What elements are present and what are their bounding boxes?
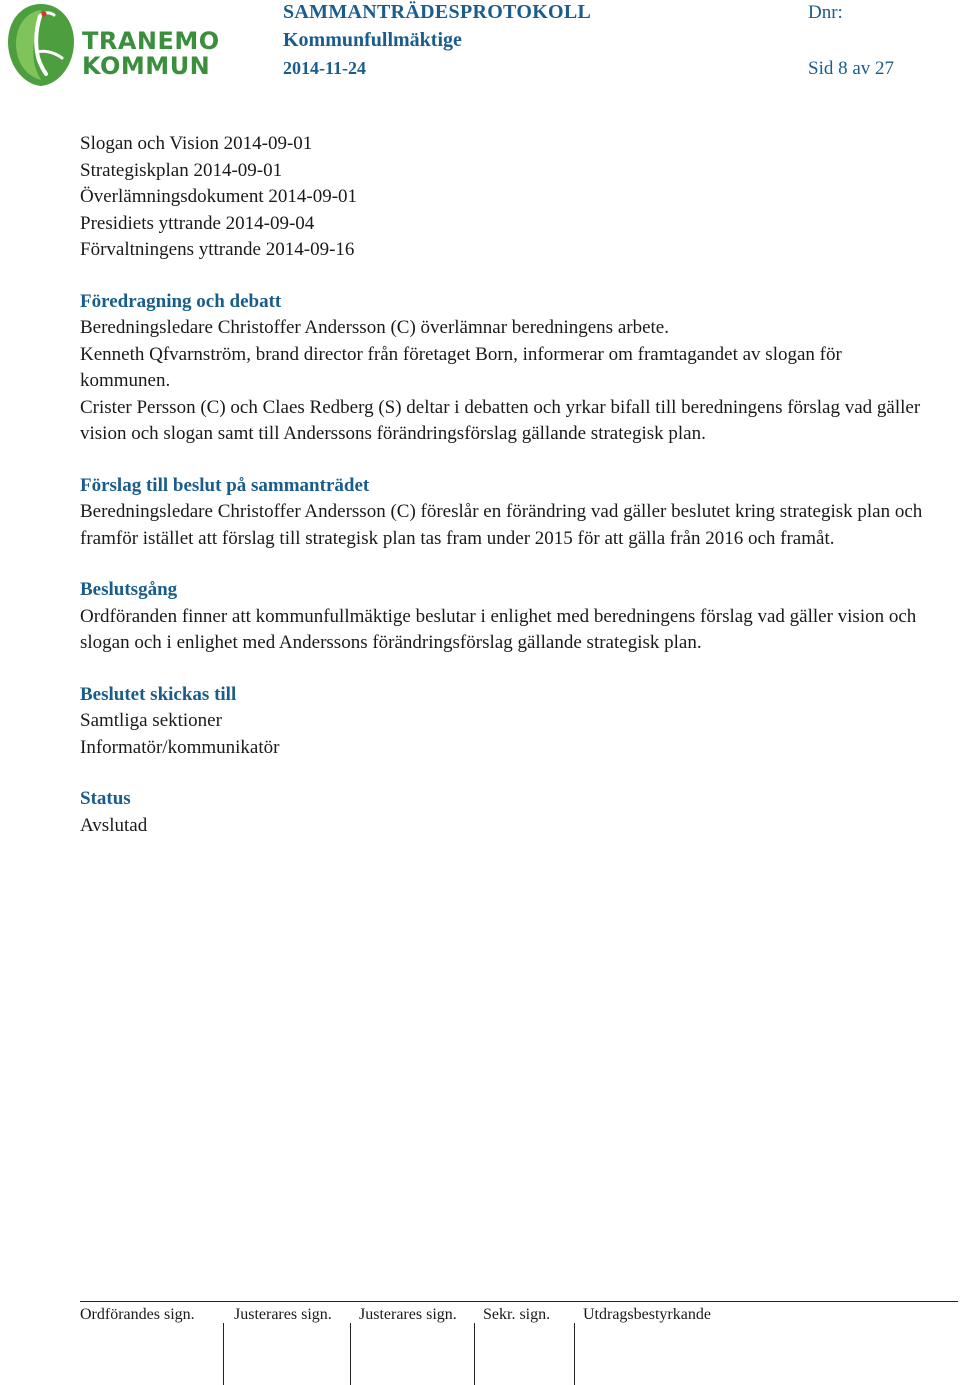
section-heading: Status [80,788,131,809]
logo-text-tranemo: TRANEMO [82,27,220,55]
signature-divider [574,1323,575,1385]
list-item: Överlämningsdokument 2014-09-01 [80,186,358,207]
signature-chair: Ordförandes sign. [80,1306,195,1323]
list-item: Strategiskplan 2014-09-01 [80,159,283,181]
municipality-logo [4,2,220,88]
list-item: Samtliga sektioner [80,710,222,731]
paragraph: Beredningsledare Christoffer Andersson (C) överlämnar beredningens arbete. [80,317,669,338]
status-value: Avslutad [80,814,148,836]
paragraph: Crister Persson (C) och Claes Redberg (S) deltar i debatten och yrkar bifall till beredningens förslag vad gäller vision och slogan samt till Anderssons förändringsförslag gällande strategisk plan. [80,396,921,444]
document-body [80,131,930,839]
footer-rule [80,1301,958,1302]
section-heading: Förslag till beslut på sammanträdet [80,474,370,496]
signature-secretary: Sekr. sign. [483,1306,551,1323]
decision-section [80,577,930,657]
page-header [0,0,960,100]
signature-footer [80,1301,958,1385]
signature-divider [350,1323,351,1385]
signature-adjuster-1: Justerares sign. [234,1306,332,1323]
document-type-title: SAMMANTRÄDESPROTOKOLL [283,1,592,23]
recipients-section [80,682,930,762]
list-item: Informatör/kommunikatör [80,736,280,758]
paragraph: Kenneth Qfvarnström, brand director från företaget Born, informerar om framtagandet av slogan för kommunen. [80,343,842,391]
signature-divider [474,1323,475,1385]
proposal-section [80,473,930,553]
status-section [80,786,930,839]
document-list [80,131,930,264]
paragraph: Beredningsledare Christoffer Andersson (C) föreslår en förändring vad gäller beslutet kring strategisk plan och framför istället att förslag till strategisk plan tas fram under 2015 för att gälla från 2016 och framåt. [80,501,923,549]
paragraph: Ordföranden finner att kommunfullmäktige beslutar i enlighet med beredningens förslag vad gäller vision och slogan och i enlighet med Anderssons förändringsförslag gällande strategisk plan. [80,605,917,653]
logo-text-kommun: KOMMUN [82,52,211,80]
signature-divider [223,1323,224,1385]
signature-certification: Utdragsbestyrkande [583,1306,711,1323]
list-item: Presidiets yttrande 2014-09-04 [80,212,315,234]
meeting-date: 2014-11-24 [283,58,366,78]
section-heading: Föredragning och debatt [80,290,282,312]
signature-adjuster-2: Justerares sign. [359,1306,457,1323]
assembly-name: Kommunfullmäktige [283,29,462,51]
list-item: Förvaltningens yttrande 2014-09-16 [80,239,355,260]
page-number: Sid 8 av 27 [808,58,895,79]
section-heading: Beslutet skickas till [80,683,237,705]
diary-number-label: Dnr: [808,2,843,23]
list-item: Slogan och Vision 2014-09-01 [80,133,313,154]
debate-section [80,289,930,448]
crane-emblem-icon [4,2,78,88]
section-heading: Beslutsgång [80,579,178,600]
